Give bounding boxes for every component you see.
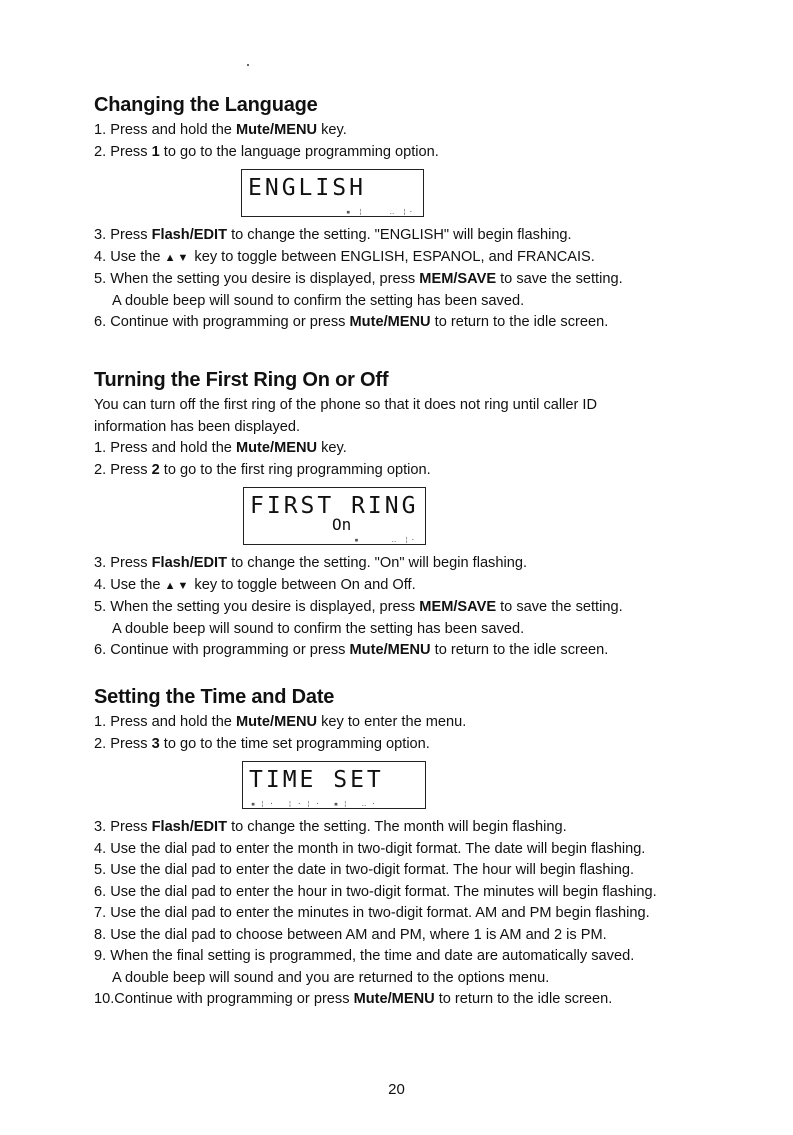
step-6: 6. Continue with programming or press Mute/MENU to return to the idle screen. [94, 314, 609, 330]
lcd-line-1: ENGLISH [248, 175, 366, 201]
step-5-note: A double beep will sound to confirm the setting has been saved. [112, 620, 525, 637]
page-number: 20 [388, 1081, 405, 1098]
lcd-line-2: On [332, 515, 352, 534]
step-2: 2. Press 2 to go to the first ring programming option. [94, 461, 431, 478]
step-7: 7. Use the dial pad to enter the minutes in two-digit format. AM and PM begin flashing. [94, 905, 650, 921]
lcd-status-marks: ▪ ¦ ‥ ¦· [346, 208, 415, 216]
up-down-arrows-icon: ▲▼ [164, 579, 191, 592]
section-title: Changing the Language [94, 94, 318, 116]
step-5: 5. When the setting you desire is displayed, press MEM/SAVE to save the setting. [94, 599, 623, 615]
step-9: 9. When the final setting is programmed, the time and date are automatically saved. [94, 948, 635, 964]
section-changing-language [94, 92, 764, 334]
section-first-ring [94, 367, 764, 662]
lcd-display-english [241, 169, 424, 217]
lcd-line-1: TIME SET [249, 767, 384, 793]
section-title: Setting the Time and Date [94, 686, 335, 708]
step-6: 6. Continue with programming or press Mute/MENU to return to the idle screen. [94, 642, 609, 658]
step-9-note: A double beep will sound and you are returned to the options menu. [112, 969, 550, 986]
lcd-line-1: FIRST RING [250, 493, 419, 519]
step-5: 5. When the setting you desire is displayed, press MEM/SAVE to save the setting. [94, 271, 623, 287]
step-4: 4. Use the dial pad to enter the month in two-digit format. The date will begin flashing. [94, 840, 646, 857]
step-2: 2. Press 3 to go to the time set programming option. [94, 735, 430, 752]
step-3: 3. Press Flash/EDIT to change the setting. "ENGLISH" will begin flashing. [94, 227, 572, 243]
lcd-display-time-set [242, 761, 426, 809]
step-3: 3. Press Flash/EDIT to change the setting. "On" will begin flashing. [94, 555, 527, 571]
step-4: 4. Use the ▲▼ key to toggle between ENGLISH, ESPANOL, and FRANCAIS. [94, 248, 595, 265]
section-time-date [94, 684, 764, 1011]
lcd-status-marks: ▪¦· ¦·¦· ▪¦ ‥· [251, 800, 381, 808]
step-1: 1. Press and hold the Mute/MENU key. [94, 440, 347, 456]
step-8: 8. Use the dial pad to choose between AM and PM, where 1 is AM and 2 is PM. [94, 926, 607, 943]
step-2: 2. Press 1 to go to the language programming option. [94, 143, 439, 160]
step-5: 5. Use the dial pad to enter the date in two-digit format. The hour will begin flashing. [94, 862, 635, 878]
stray-mark [247, 64, 249, 66]
step-6: 6. Use the dial pad to enter the hour in two-digit format. The minutes will begin flashing. [94, 883, 657, 900]
step-10: 10.Continue with programming or press Mute/MENU to return to the idle screen. [94, 991, 613, 1007]
intro-line-2: information has been displayed. [94, 418, 301, 435]
lcd-status-marks: ▪ ‥ ¦· [354, 536, 417, 544]
intro-line-1: You can turn off the first ring of the phone so that it does not ring until caller ID [94, 397, 597, 413]
lcd-display-first-ring [243, 487, 426, 545]
step-3: 3. Press Flash/EDIT to change the setting. The month will begin flashing. [94, 819, 567, 835]
step-5-note: A double beep will sound to confirm the setting has been saved. [112, 292, 525, 309]
step-1: 1. Press and hold the Mute/MENU key. [94, 122, 347, 138]
section-title: Turning the First Ring On or Off [94, 369, 389, 391]
step-4: 4. Use the ▲▼ key to toggle between On and Off. [94, 576, 416, 593]
step-1: 1. Press and hold the Mute/MENU key to enter the menu. [94, 714, 467, 730]
up-down-arrows-icon: ▲▼ [164, 251, 191, 264]
